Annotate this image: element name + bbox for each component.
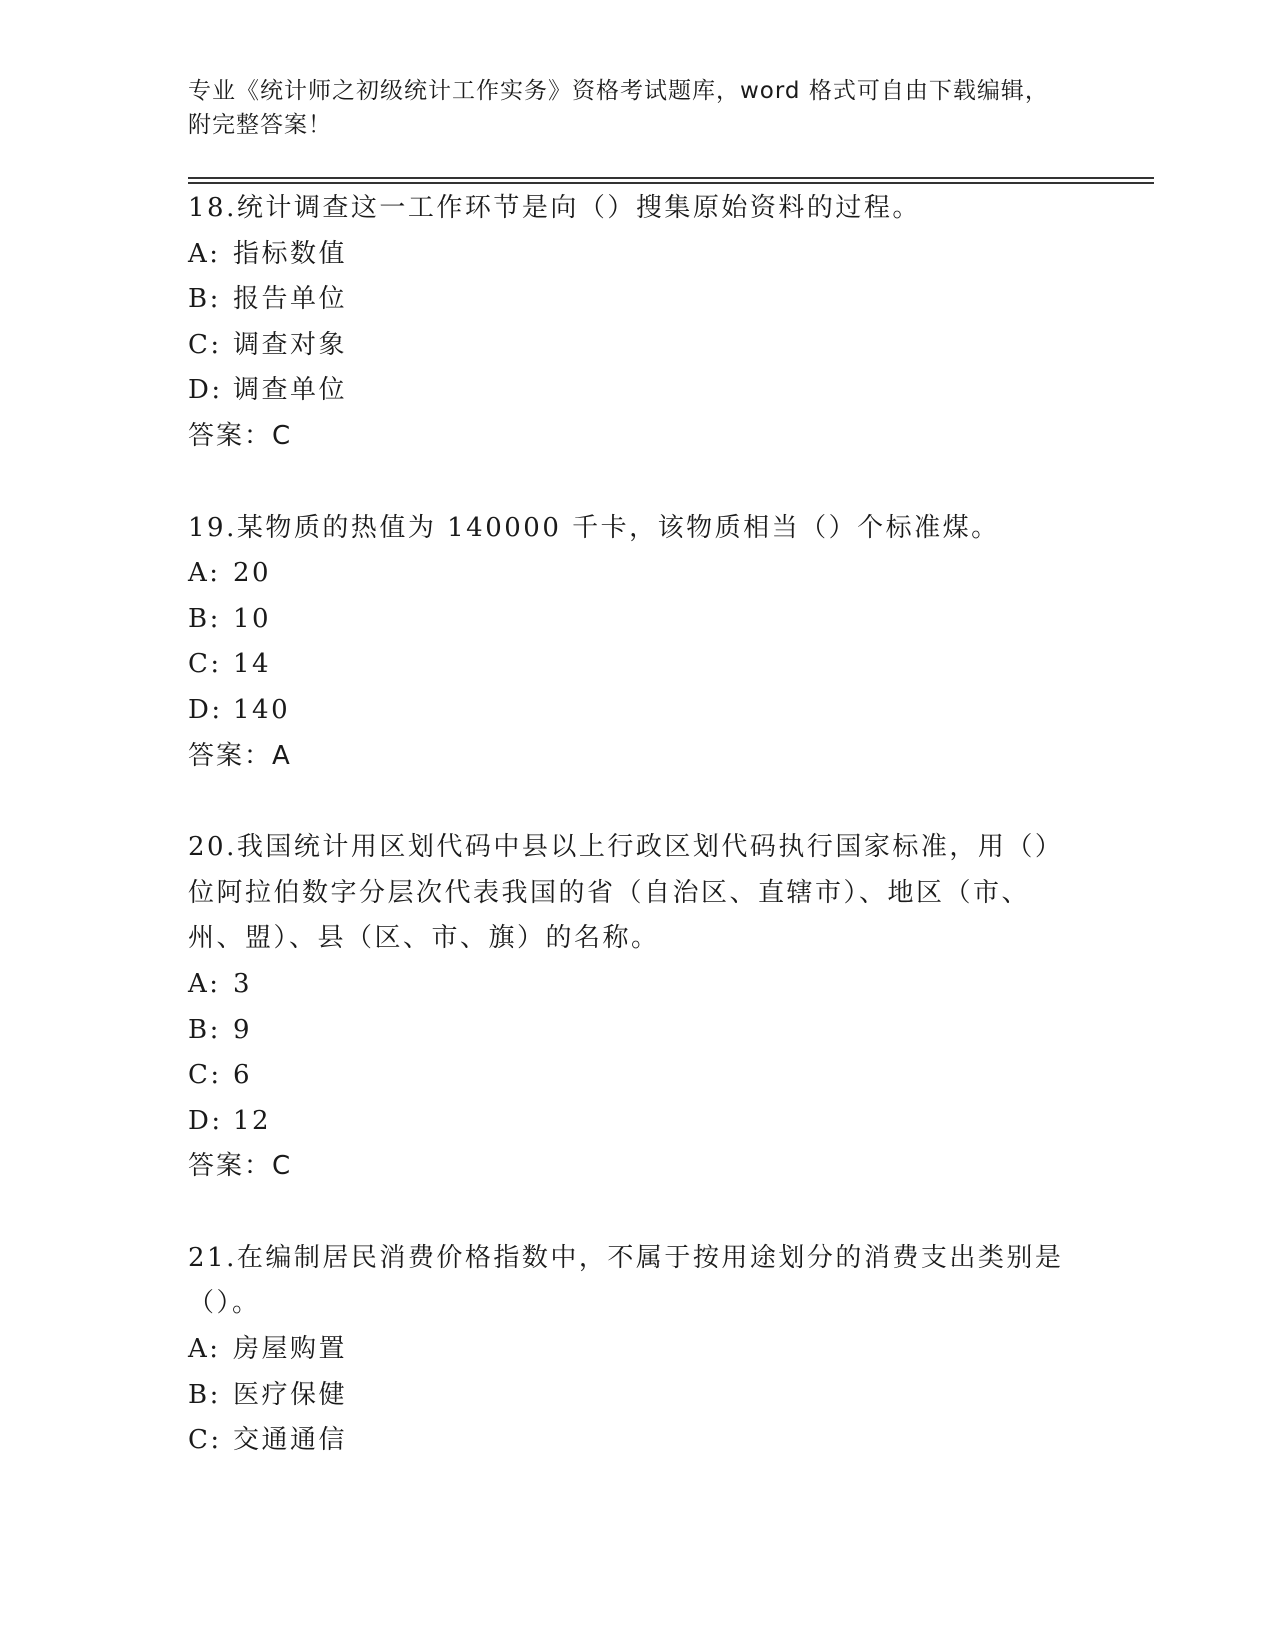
question-stem: 21.在编制居民消费价格指数中，不属于按用途划分的消费支出类别是 xyxy=(188,1242,1064,1273)
option-text: 报告单位 xyxy=(233,284,348,315)
option-label: A: xyxy=(188,1334,221,1365)
question-stem: 18.统计调查这一工作环节是向（）搜集原始资料的过程。 xyxy=(188,193,921,223)
option-a xyxy=(188,1327,1108,1373)
option-label: B: xyxy=(188,603,221,634)
question-20 xyxy=(188,825,1108,1190)
option-text: 房屋购置 xyxy=(233,1334,348,1365)
option-text: 20 xyxy=(233,558,272,589)
option-label: A: xyxy=(188,238,221,269)
answer-line: 答案：A xyxy=(188,740,292,771)
option-text: 14 xyxy=(233,649,272,680)
option-text: 140 xyxy=(233,694,291,725)
option-b xyxy=(188,597,1108,643)
question-21 xyxy=(188,1236,1108,1464)
option-b xyxy=(188,1008,1108,1054)
option-d xyxy=(188,368,1108,414)
option-c xyxy=(188,642,1108,688)
question-list xyxy=(188,186,1108,1510)
option-label: C: xyxy=(188,1425,222,1456)
option-text: 指标数值 xyxy=(233,238,348,269)
option-text: 调查对象 xyxy=(233,329,348,360)
question-stem: 州、盟）、县（区、市、旗）的名称。 xyxy=(188,923,660,954)
option-label: C: xyxy=(188,649,222,680)
option-label: D: xyxy=(188,694,223,725)
option-text: 调查单位 xyxy=(233,375,348,406)
header-line: 附完整答案！ xyxy=(188,112,332,138)
option-d xyxy=(188,1099,1108,1145)
option-b xyxy=(188,277,1108,323)
question-18 xyxy=(188,186,1108,460)
header-divider-top xyxy=(188,177,1154,179)
option-label: A: xyxy=(188,558,221,589)
option-text: 12 xyxy=(233,1105,272,1136)
option-text: 10 xyxy=(233,603,272,634)
option-a xyxy=(188,962,1108,1008)
option-text: 9 xyxy=(233,1014,253,1045)
option-label: B: xyxy=(188,1379,221,1410)
option-d xyxy=(188,688,1108,734)
option-label: C: xyxy=(188,329,222,360)
question-stem: 19.某物质的热值为 140000 千卡，该物质相当（）个标准煤。 xyxy=(188,512,1000,543)
option-label: A: xyxy=(188,968,221,999)
header-line: 专业《统计师之初级统计工作实务》资格考试题库，word 格式可自由下载编辑， xyxy=(188,78,1049,104)
option-c xyxy=(188,1053,1108,1099)
option-label: D: xyxy=(188,375,223,406)
option-label: B: xyxy=(188,1014,221,1045)
question-stem: 20.我国统计用区划代码中县以上行政区划代码执行国家标准，用（） xyxy=(188,832,1064,863)
option-text: 6 xyxy=(233,1060,253,1091)
option-text: 3 xyxy=(233,968,253,999)
answer-line: 答案：C xyxy=(188,1151,293,1182)
option-label: D: xyxy=(188,1105,223,1136)
option-b xyxy=(188,1373,1108,1419)
option-text: 医疗保健 xyxy=(233,1379,348,1410)
answer-line: 答案：C xyxy=(188,420,293,451)
option-c xyxy=(188,1418,1108,1464)
question-19 xyxy=(188,506,1108,780)
option-label: C: xyxy=(188,1060,222,1091)
document-header xyxy=(188,74,1068,142)
question-stem: 位阿拉伯数字分层次代表我国的省（自治区、直辖市）、地区（市、 xyxy=(188,877,1031,908)
header-divider-bottom xyxy=(188,182,1154,184)
option-c xyxy=(188,323,1108,369)
option-text: 交通通信 xyxy=(233,1425,348,1456)
option-label: B: xyxy=(188,284,221,315)
option-a xyxy=(188,232,1108,278)
option-a xyxy=(188,551,1108,597)
question-stem: （）。 xyxy=(188,1288,261,1319)
